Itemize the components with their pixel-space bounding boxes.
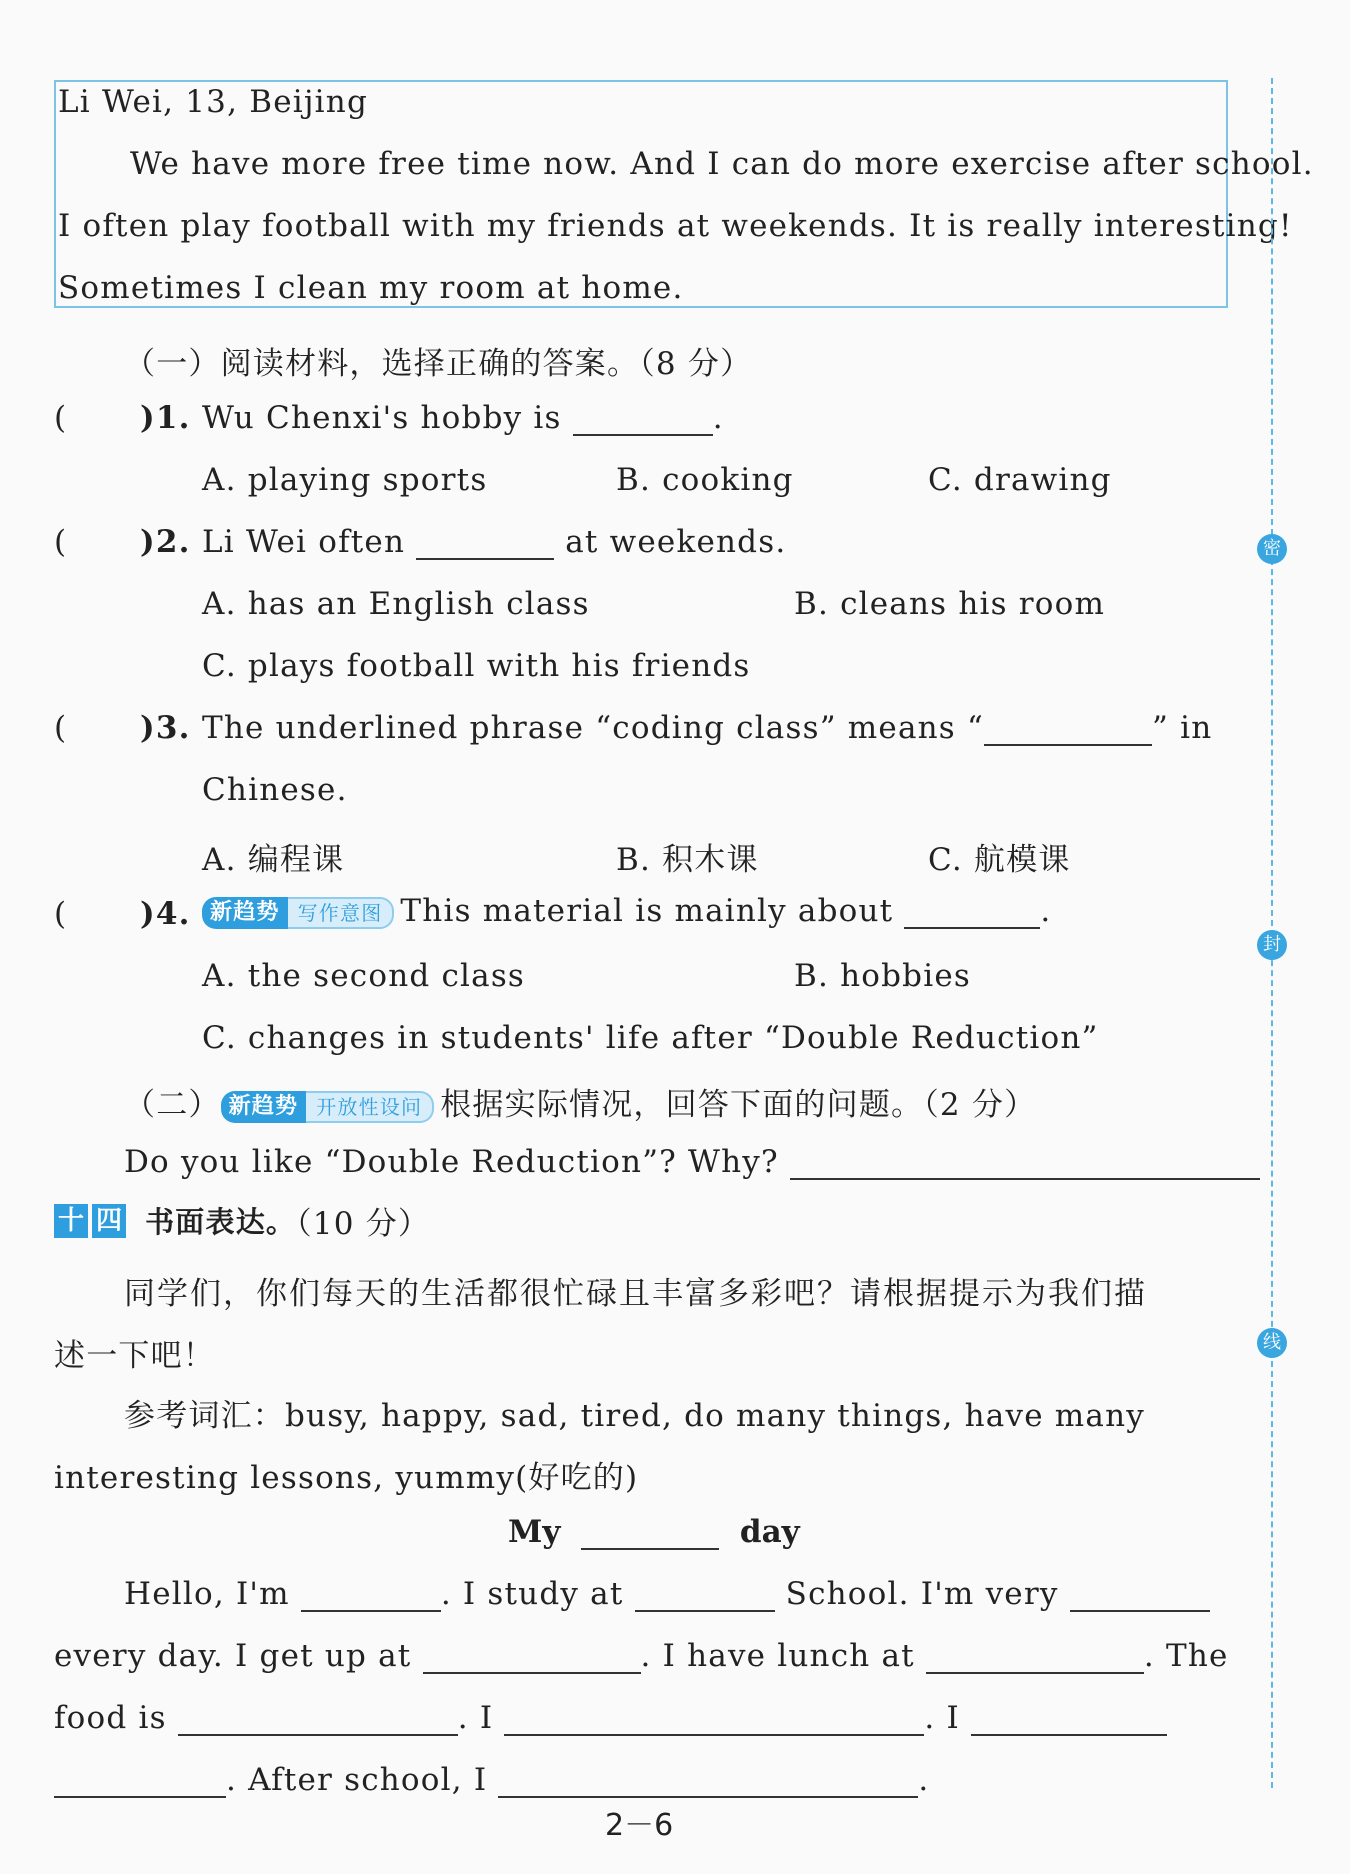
open-question: Do you like “Double Reduction”? Why?	[124, 1144, 1260, 1180]
option-c: C. 航模课	[928, 842, 1071, 878]
essay-blank[interactable]	[178, 1704, 458, 1736]
vocab-hint: 参考词汇：busy, happy, sad, tired, do many things, have many	[124, 1398, 1145, 1434]
question-text: Wu Chenxi's hobby is .	[202, 400, 724, 436]
option-c: C. drawing	[928, 462, 1112, 498]
essay-line: food is . I . I	[54, 1700, 1167, 1736]
essay-blank[interactable]	[1070, 1580, 1210, 1612]
option-c: C. changes in students' life after “Double Reduction”	[202, 1020, 1099, 1056]
question-text: The underlined phrase “coding class” means “ ” in	[202, 710, 1213, 746]
option-a: A. playing sports	[202, 462, 488, 498]
essay-blank[interactable]	[971, 1704, 1167, 1736]
answer-paren[interactable]: (	[54, 896, 68, 932]
essay-title: My day	[508, 1514, 800, 1550]
passage-line: Sometimes I clean my room at home.	[58, 270, 684, 306]
page-number: 2－6	[605, 1808, 674, 1843]
vocab-hint: interesting lessons, yummy(好吃的)	[54, 1460, 639, 1496]
essay-blank[interactable]	[926, 1642, 1144, 1674]
essay-blank[interactable]	[301, 1580, 441, 1612]
writing-prompt: 述一下吧！	[54, 1338, 215, 1374]
answer-blank[interactable]	[573, 404, 713, 436]
seal-mark: 密	[1257, 534, 1287, 564]
question-number: )4.	[140, 896, 191, 932]
answer-line[interactable]	[790, 1148, 1260, 1180]
passage-heading: Li Wei, 13, Beijing	[58, 84, 368, 120]
essay-blank[interactable]	[498, 1766, 918, 1798]
option-a: A. 编程课	[202, 842, 345, 878]
passage-line: We have more free time now. And I can do more exercise after school.	[130, 146, 1314, 182]
question-text: 新趋势 写作意图 This material is mainly about .	[202, 893, 1051, 929]
seal-mark: 封	[1257, 930, 1287, 960]
option-c: C. plays football with his friends	[202, 648, 751, 684]
essay-title-blank[interactable]	[581, 1518, 719, 1550]
option-b: B. 积木课	[616, 842, 759, 878]
answer-blank[interactable]	[416, 528, 554, 560]
essay-line: every day. I get up at . I have lunch at . The	[54, 1638, 1229, 1674]
option-b: B. cooking	[616, 462, 794, 498]
section14-heading: 十 四 书面表达。（10 分）	[54, 1198, 430, 1243]
question-text-cont: Chinese.	[202, 772, 348, 808]
question-text: Li Wei often at weekends.	[202, 524, 787, 560]
essay-blank[interactable]	[504, 1704, 924, 1736]
trend-tag: 新趋势 开放性设问	[221, 1091, 435, 1123]
option-b: B. hobbies	[794, 958, 971, 994]
essay-blank[interactable]	[54, 1766, 226, 1798]
trend-tag: 新趋势 写作意图	[202, 897, 394, 929]
part1-title: （一）阅读材料，选择正确的答案。（8 分）	[124, 346, 753, 382]
answer-blank[interactable]	[904, 897, 1040, 929]
essay-line: . After school, I .	[54, 1762, 929, 1798]
option-b: B. cleans his room	[794, 586, 1106, 622]
seal-mark: 线	[1257, 1328, 1287, 1358]
option-a: A. the second class	[202, 958, 526, 994]
question-number: )1.	[140, 400, 191, 436]
writing-prompt: 同学们，你们每天的生活都很忙碌且丰富多彩吧？请根据提示为我们描	[124, 1276, 1147, 1312]
option-a: A. has an English class	[202, 586, 590, 622]
part2-title: （二） 新趋势 开放性设问 根据实际情况，回答下面的问题。（2 分）	[124, 1087, 1037, 1123]
answer-paren[interactable]: (	[54, 400, 68, 436]
answer-paren[interactable]: (	[54, 710, 68, 746]
passage-line: I often play football with my friends at weekends. It is really interesting!	[58, 208, 1293, 244]
question-number: )2.	[140, 524, 191, 560]
essay-line: Hello, I'm . I study at School. I'm very	[124, 1576, 1210, 1612]
answer-blank[interactable]	[984, 714, 1152, 746]
essay-blank[interactable]	[423, 1642, 641, 1674]
question-number: )3.	[140, 710, 191, 746]
answer-paren[interactable]: (	[54, 524, 68, 560]
essay-blank[interactable]	[635, 1580, 775, 1612]
